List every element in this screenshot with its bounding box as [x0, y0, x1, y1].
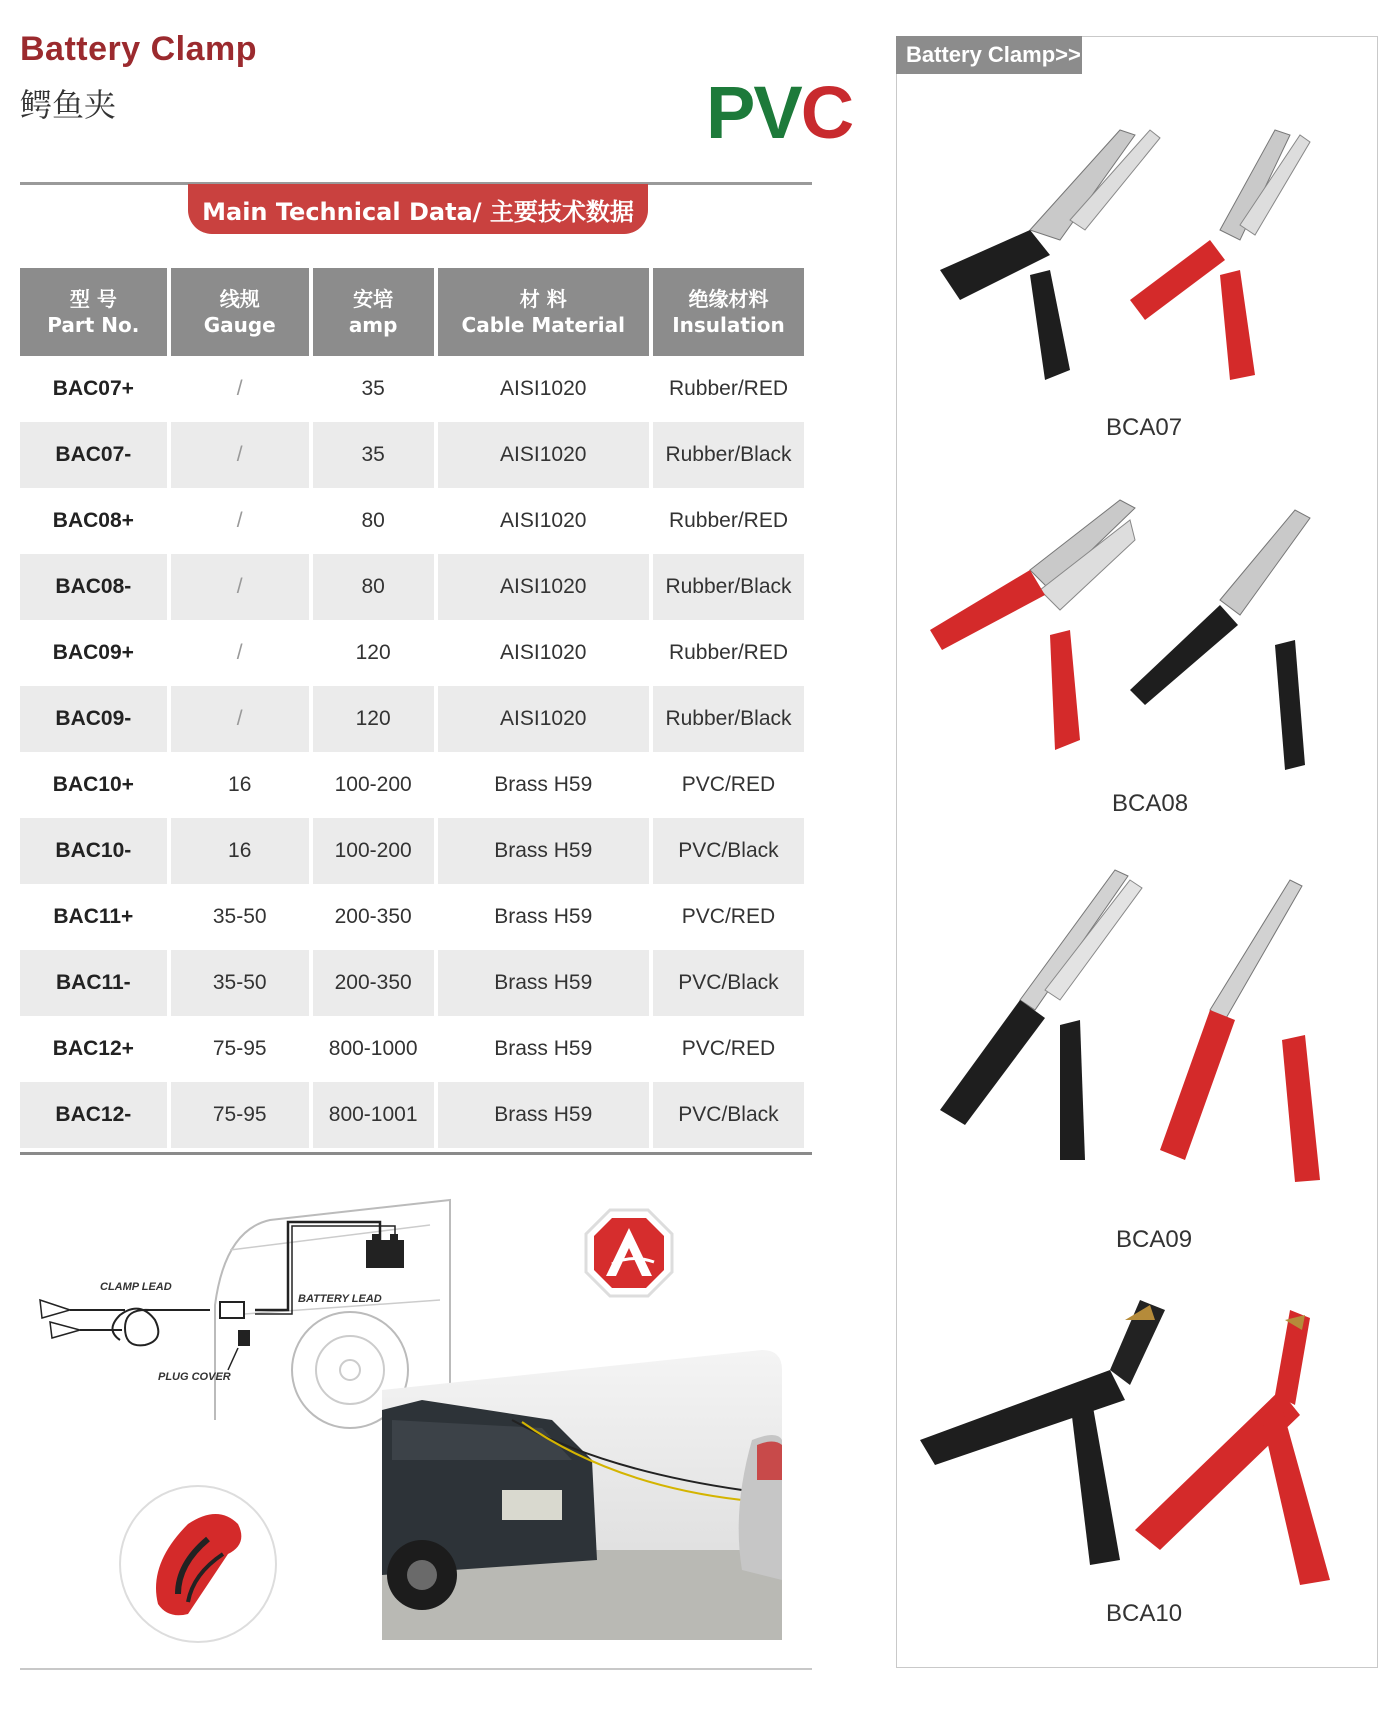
insulation-cell: PVC/RED	[681, 773, 776, 796]
material-cell: Brass H59	[494, 905, 593, 928]
table-row	[20, 1016, 804, 1082]
insulation-cell: PVC/RED	[681, 905, 776, 928]
jump-start-photo	[382, 1350, 782, 1640]
part-number-cell: BAC12-	[20, 1082, 167, 1148]
product-label-bca09: BCA09	[1116, 1226, 1193, 1253]
table-header-row	[20, 268, 804, 356]
table-row	[20, 488, 804, 554]
column-header	[20, 268, 167, 356]
amp-cell: 80	[313, 554, 434, 620]
material-cell: Brass H59	[438, 950, 649, 1016]
pvc-badge-p: P	[706, 71, 754, 154]
column-header	[313, 268, 434, 356]
amp-cell: 200-350	[313, 950, 434, 1016]
panel-tab: Battery Clamp>>	[896, 36, 1082, 74]
gauge-cell: 16	[228, 773, 252, 796]
plug-icon	[220, 1302, 244, 1318]
clamp-red-image	[1160, 880, 1320, 1182]
insulation-cell: PVC/Black	[653, 950, 804, 1016]
clamp-red-image	[1130, 130, 1310, 380]
battery-lead-label: BATTERY LEAD	[298, 1293, 382, 1305]
gauge-cell: /	[236, 641, 243, 664]
amp-cell: 35	[313, 422, 434, 488]
plug-cover-label: PLUG COVER	[158, 1371, 231, 1383]
gauge-cell: /	[236, 509, 243, 532]
part-number-cell: BAC09+	[52, 641, 134, 664]
footer-divider	[20, 1668, 812, 1670]
column-header-en: Cable Material	[461, 313, 625, 337]
table-row	[20, 818, 804, 884]
section-banner: Main Technical Data/ 主要技术数据	[188, 184, 648, 234]
insulation-cell: PVC/RED	[681, 1037, 776, 1060]
insulation-cell: Rubber/Black	[653, 686, 804, 752]
amp-cell: 100-200	[313, 818, 434, 884]
clamp-pair-bca10	[910, 1290, 1350, 1600]
insulation-cell: Rubber/Black	[653, 422, 804, 488]
product-label-bca08: BCA08	[1112, 790, 1189, 817]
clamp-lead-label: CLAMP LEAD	[100, 1281, 172, 1293]
insulation-cell: Rubber/RED	[668, 509, 788, 532]
clamp-pair-bca09	[920, 860, 1340, 1190]
clamp-black-image	[940, 870, 1142, 1160]
insulation-cell: PVC/Black	[653, 818, 804, 884]
column-header	[171, 268, 309, 356]
pvc-badge-c: C	[800, 71, 853, 154]
small-clamp-icon	[50, 1322, 80, 1338]
amp-cell: 120	[313, 686, 434, 752]
brand-logo	[582, 1206, 676, 1300]
column-header-en: Part No.	[47, 313, 140, 337]
plug-cover-icon	[238, 1330, 250, 1346]
gauge-cell: 75-95	[212, 1037, 267, 1060]
table-bottom-divider	[20, 1152, 812, 1155]
table-row	[20, 950, 804, 1016]
clamp-closeup-image	[118, 1484, 278, 1644]
clamp-pair-bca07	[920, 110, 1340, 410]
column-header-en: Insulation	[672, 313, 785, 337]
material-cell: AISI1020	[500, 641, 587, 664]
material-cell: Brass H59	[438, 818, 649, 884]
column-header-cn: 线规	[219, 287, 260, 311]
part-number-cell: BAC11-	[20, 950, 167, 1016]
amp-cell: 100-200	[334, 773, 412, 796]
column-header-cn: 型 号	[69, 287, 117, 311]
clamp-red-image	[930, 500, 1135, 750]
insulation-cell: Rubber/RED	[668, 641, 788, 664]
column-header	[438, 268, 649, 356]
small-clamp-icon	[40, 1300, 70, 1318]
column-header-cn: 材 料	[519, 287, 567, 311]
spec-table	[16, 268, 808, 1148]
insulation-cell: PVC/Black	[653, 1082, 804, 1148]
material-cell: Brass H59	[494, 1037, 593, 1060]
part-number-cell: BAC11+	[53, 905, 134, 928]
pvc-badge	[706, 70, 852, 155]
column-header-en: Gauge	[203, 313, 276, 337]
amp-cell: 200-350	[334, 905, 412, 928]
gauge-cell: 75-95	[171, 1082, 309, 1148]
clamp-black-image	[920, 1300, 1165, 1565]
table-row	[20, 422, 804, 488]
product-label-bca10: BCA10	[1106, 1600, 1183, 1627]
amp-cell: 80	[361, 509, 385, 532]
page-subtitle-cn: 鳄鱼夹	[20, 86, 117, 124]
material-cell: Brass H59	[494, 773, 593, 796]
table-row	[20, 554, 804, 620]
clamp-pair-bca08	[920, 490, 1340, 790]
material-cell: AISI1020	[438, 686, 649, 752]
clamp-black-image	[940, 130, 1160, 380]
pvc-badge-v: V	[753, 71, 801, 154]
part-number-cell: BAC10+	[52, 773, 134, 796]
gauge-cell: 35-50	[171, 950, 309, 1016]
clamp-red-image	[1135, 1310, 1330, 1585]
insulation-cell: Rubber/RED	[668, 377, 788, 400]
table-row	[20, 620, 804, 686]
material-cell: AISI1020	[500, 377, 587, 400]
page-title: Battery Clamp	[20, 30, 258, 68]
column-header-cn: 安培	[353, 287, 394, 311]
part-number-cell: BAC12+	[52, 1037, 134, 1060]
insulation-cell: Rubber/Black	[653, 554, 804, 620]
material-cell: AISI1020	[438, 554, 649, 620]
table-body	[20, 356, 804, 1148]
table-row	[20, 1082, 804, 1148]
gauge-cell: /	[171, 686, 309, 752]
table-row	[20, 752, 804, 818]
gauge-cell: /	[171, 422, 309, 488]
part-number-cell: BAC09-	[20, 686, 167, 752]
gauge-cell: 35-50	[212, 905, 267, 928]
part-number-cell: BAC07+	[52, 377, 134, 400]
table-row	[20, 884, 804, 950]
product-label-bca07: BCA07	[1106, 414, 1183, 441]
amp-cell: 800-1000	[328, 1037, 418, 1060]
column-header-cn: 绝缘材料	[688, 287, 769, 311]
part-number-cell: BAC07-	[20, 422, 167, 488]
material-cell: Brass H59	[438, 1082, 649, 1148]
gauge-cell: /	[171, 554, 309, 620]
gauge-cell: /	[236, 377, 243, 400]
material-cell: AISI1020	[500, 509, 587, 532]
table-row	[20, 686, 804, 752]
amp-cell: 35	[361, 377, 385, 400]
part-number-cell: BAC08-	[20, 554, 167, 620]
column-header	[653, 268, 804, 356]
clamp-black-image	[1130, 510, 1310, 770]
part-number-cell: BAC10-	[20, 818, 167, 884]
amp-cell: 120	[355, 641, 391, 664]
amp-cell: 800-1001	[313, 1082, 434, 1148]
material-cell: AISI1020	[438, 422, 649, 488]
column-header-en: amp	[348, 313, 398, 337]
part-number-cell: BAC08+	[52, 509, 134, 532]
table-row	[20, 356, 804, 422]
battery-icon	[366, 1240, 404, 1268]
gauge-cell: 16	[171, 818, 309, 884]
